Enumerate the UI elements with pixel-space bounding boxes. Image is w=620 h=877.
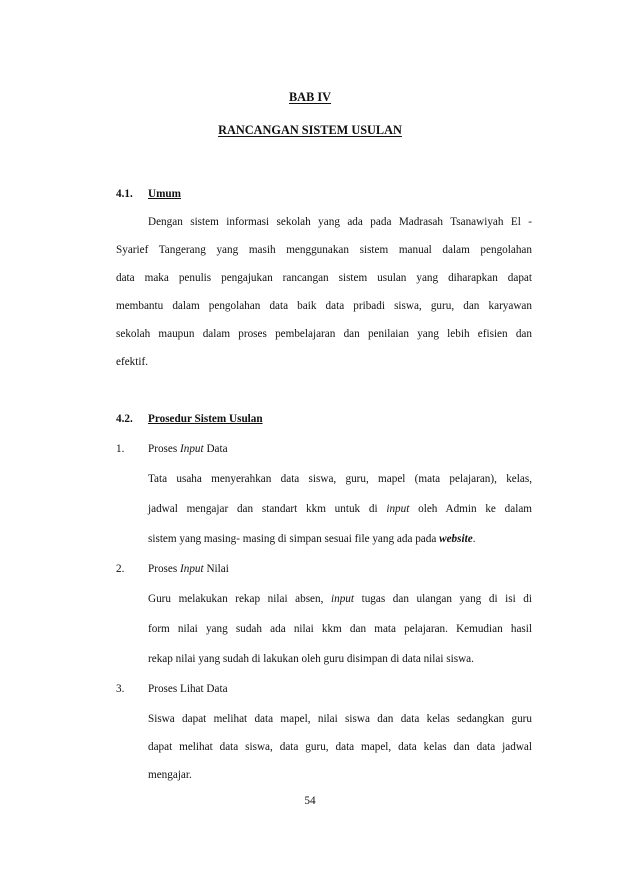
paragraph-line: sekolah maupun dalam proses pembelajaran dan penilaian yang lebih efisien dan	[116, 328, 532, 340]
list-item-number: 1.	[116, 443, 125, 455]
section-number: 4.2.	[116, 413, 133, 425]
section-title: Umum	[148, 188, 181, 200]
list-item-text: Siswa dapat melihat data mapel, nilai siswa dan data kelas sedangkan guru	[148, 713, 532, 725]
list-item-text: mengajar.	[148, 769, 192, 781]
paragraph-line: Syarief Tangerang yang masih menggunakan sistem manual dalam pengolahan	[116, 244, 532, 256]
document-page: BAB IV RANCANGAN SISTEM USULAN 4.1. Umum Dengan sistem informasi sekolah yang ada pada Madrasah Tsanawiyah El - Syarief Tangerang yang masih menggunakan sistem manual dalam pengolahan data maka penulis pengajukan rancangan sistem usulan yang diharapkan dapat membantu dalam pengolahan data baik data pribadi siswa, guru, dan karyawan sekolah maupun dalam proses pembelajaran dan penilaian yang lebih efisien dan efektif. 4.2. Prosedur Sistem Usulan 1. Proses Input Data Tata usaha menyerahkan data siswa, guru, mapel (mata pelajaran), kelas, jadwal mengajar dan standart kkm untuk di input oleh Admin ke dalam sistem yang masing- masing di simpan sesuai file yang ada pada website. 2. Proses Input Nilai Guru melakukan rekap nilai absen, input tugas dan ulangan yang di isi di form nilai yang sudah ada nilai kkm dan mata pelajaran. Kemudian hasil rekap nilai yang sudah di lakukan oleh guru disimpan di data nilai siswa. 3. Proses Lihat Data Siswa dapat melihat data mapel, nilai siswa dan data kelas sedangkan guru dapat melihat data siswa, data guru, data mapel, data kelas dan data jadwal mengajar. 54	[0, 0, 620, 877]
paragraph-line: data maka penulis pengajukan rancangan sistem usulan yang diharapkan dapat	[116, 272, 532, 284]
list-item-number: 3.	[116, 683, 125, 695]
list-item-text: Tata usaha menyerahkan data siswa, guru, mapel (mata pelajaran), kelas,	[148, 473, 532, 485]
paragraph-line: Dengan sistem informasi sekolah yang ada pada Madrasah Tsanawiyah El -	[148, 216, 532, 228]
chapter-title: RANCANGAN SISTEM USULAN	[218, 123, 402, 137]
list-item-text: rekap nilai yang sudah di lakukan oleh guru disimpan di data nilai siswa.	[148, 653, 474, 665]
list-item-text: dapat melihat data siswa, data guru, data mapel, data kelas dan data jadwal	[148, 741, 532, 753]
list-item-text: Guru melakukan rekap nilai absen, input tugas dan ulangan yang di isi di	[148, 593, 532, 605]
section-title: Prosedur Sistem Usulan	[148, 413, 263, 425]
list-item-text: jadwal mengajar dan standart kkm untuk di input oleh Admin ke dalam	[148, 503, 532, 515]
paragraph-line: efektif.	[116, 356, 148, 368]
list-item-text: form nilai yang sudah ada nilai kkm dan mata pelajaran. Kemudian hasil	[148, 623, 532, 635]
chapter-label: BAB IV	[288, 90, 332, 104]
section-number: 4.1.	[116, 188, 133, 200]
paragraph-line: membantu dalam pengolahan data baik data pribadi siswa, guru, dan karyawan	[116, 300, 532, 312]
list-item-number: 2.	[116, 563, 125, 575]
page-number: 54	[304, 795, 316, 807]
list-item-text: sistem yang masing- masing di simpan sesuai file yang ada pada website.	[148, 533, 476, 545]
